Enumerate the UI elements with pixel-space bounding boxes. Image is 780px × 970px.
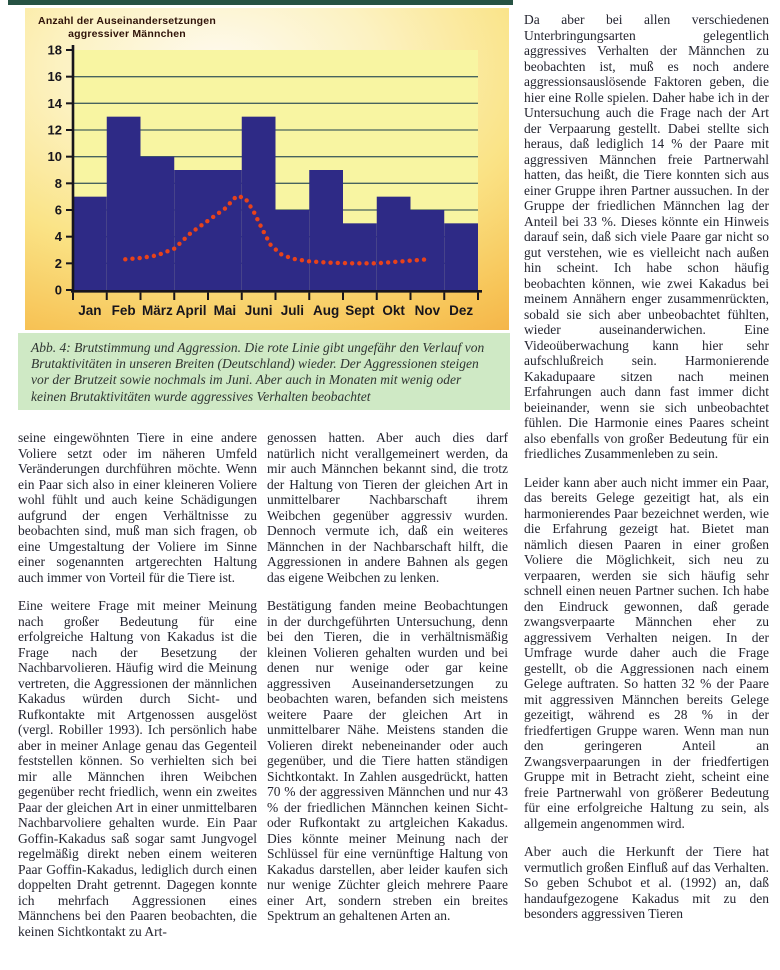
- line-dot: [123, 257, 127, 261]
- line-dot: [343, 261, 347, 265]
- line-dot: [279, 252, 283, 256]
- paragraph: seine eingewöhnten Tiere in eine andere Voliere setzt oder im näheren Umfeld Veränderungen durchführen möchte. Wenn ein Paar sich also in einer kleineren Voliere wohl fühlt und auch keine Schädigungen aufgrund der engen Verhältnisse zu beobachten sind, muß man sich fragen, ob eine Umgestaltung der Voliere im Sinne einer sogenannten artgerechten Haltung auch immer von Vorteil für die Tiere ist.: [18, 430, 257, 585]
- bar-März: [141, 157, 175, 290]
- y-tick-label: 14: [47, 95, 62, 111]
- paragraph: Bestätigung fanden meine Beobachtungen in der durchgeführten Untersuchung, denn bei den Tieren, die in verhältnismäßig kleinen Volieren gehalten wurden und bei denen nur wenige oder gar keine aggressiven Auseinandersetzungen zu beobachten waren, befanden sich meistens weitere Paare der gleichen Art in unmittelbarer Nähe. Meistens standen die Volieren direkt nebeneinander oder auch gegenüber, und die Tiere hatten ständigen Sichtkontakt. In Zahlen ausgedrückt, hatten 70 % der aggressiven Männchen und nur 43 % der friedlichen Männchen keinen Sicht- oder Rufkontakt zu artgleichen Kakadus. Dies könnte meiner Meinung nach der Schlüssel für eine vernünftige Haltung von Kakadus darstellen, aber leider kaufen sich nur wenige Züchter gleich mehrere Paare einer Art, sondern streben ein breites Spektrum an gehaltenen Arten an.: [267, 598, 508, 923]
- line-dot: [217, 211, 221, 215]
- x-tick-label: Jan: [78, 303, 102, 318]
- y-tick-label: 6: [54, 202, 62, 218]
- line-dot: [314, 260, 318, 264]
- x-tick-label: Okt: [382, 303, 405, 318]
- x-tick-label: März: [141, 303, 173, 318]
- line-dot: [350, 261, 354, 265]
- bar-Jan: [73, 197, 107, 290]
- bar-Feb: [107, 117, 141, 290]
- y-tick-label: 18: [47, 42, 62, 58]
- paragraph: Aber auch die Herkunft der Tiere hat vermutlich großen Einfluß auf das Verhalten. So geben Schubot et al. (1992) an, daß handaufgezogene Kakadus mit zu den besonders aggressiven Tieren: [524, 844, 769, 921]
- paragraph: Eine weitere Frage mit meiner Meinung nach großer Bedeutung für eine erfolgreiche Haltung von Kakadus ist die Frage nach der Besetzung der Nachbarvolieren. Häufig wird die Meinung vertreten, die Aggressionen der männlichen Kakadus würden durch Sicht- und Rufkontakte mit Artgenossen ausgelöst (vergl. Robiller 1993). Ich persönlich habe aber in meiner Anlage genau das Gegenteil feststellen können. So verhielten sich bei mir alle Männchen ihren Weibchen gegenüber recht friedlich, wenn ein zweites Paar der gleichen Art in einer unmittelbaren Nachbarvoliere gehalten wurde. Ein Paar Goffin-Kakadus saß sogar samt Jungvogel regelmäßig direkt neben einem weiteren Paar Goffin-Kakadus, lediglich durch einen doppelten Draht getrennt. Dagegen konnte ich mehrfach Aggressionen eines Männchens bei den Paaren beobachten, die keinen Sichtkontakt zu Art-: [18, 598, 257, 939]
- top-rule: [8, 0, 513, 5]
- x-tick-label: Juli: [280, 303, 305, 318]
- line-dot: [255, 217, 259, 221]
- line-dot: [274, 247, 278, 251]
- y-tick-label: 0: [54, 282, 62, 298]
- line-dot: [393, 260, 397, 264]
- y-tick-label: 10: [47, 149, 62, 165]
- line-dot: [258, 223, 262, 227]
- line-dot: [357, 261, 361, 265]
- x-tick-label: Mai: [213, 303, 237, 318]
- y-tick-label: 16: [47, 69, 62, 85]
- bar-Aug: [309, 170, 343, 290]
- x-tick-label: Juni: [244, 303, 273, 318]
- paragraph: Da aber bei allen verschiedenen Unterbringungsarten gelegentlich aggressives Verhalten der Männchen zu beobachten ist, muß es noch andere aggressionsauslösende Faktoren geben, die hier eine Rolle spielen. Daher habe ich in der Untersuchung auch die Frage nach der Art der Verpaarung gestellt. Dabei stellte sich heraus, daß lediglich 14 % der Paare mit aggressiven Männchen freie Partnerwahl hatten, das heißt, die Tiere konnten sich aus einer Gruppe ihren Partner aussuchen. In der Gruppe der friedlichen Männchen lag der Anteil bei 33 %. Dieses könnte ein Hinweis darauf sein, daß sich viele Paare gar nicht so gut verstehen, wie es vielleicht nach außen hin scheint. Ich habe schon häufig beobachten können, wie zwei Kakadus bei meinem Annähern enger zusammenrückten, sobald sie sich aber unbeobachtet fühlten, wieder auseinanderwichen. Eine Videoüberwachung kann hier sehr aufschlußreich sein. Harmonierende Kakadupaare sitzen nach meinen Erfahrungen auch dann fast immer dicht beieinander, wenn sie sich unbeobachtet fühlen. Die Harmonie eines Paares scheint also ebenfalls von großer Bedeutung für ein friedliches Zusammenleben zu sein.: [524, 12, 769, 461]
- x-tick-label: Nov: [414, 303, 441, 318]
- line-dot: [422, 257, 426, 261]
- line-dot: [205, 219, 209, 223]
- line-dot: [188, 232, 192, 236]
- line-dot: [130, 257, 134, 261]
- line-dot: [177, 242, 181, 246]
- line-dot: [336, 261, 340, 265]
- x-tick-label: Feb: [111, 303, 136, 318]
- figure-chart: [25, 8, 509, 330]
- line-dot: [165, 249, 169, 253]
- line-dot: [415, 258, 419, 262]
- line-dot: [379, 261, 383, 265]
- line-dot: [293, 257, 297, 261]
- line-dot: [152, 254, 156, 258]
- bar-Okt: [377, 197, 411, 290]
- line-dot: [364, 261, 368, 265]
- chart-title-line2: aggressiver Männchen: [68, 28, 186, 40]
- line-dot: [199, 223, 203, 227]
- line-dot: [252, 210, 256, 214]
- x-tick-label: April: [175, 303, 207, 318]
- x-tick-label: Aug: [313, 303, 340, 318]
- bar-Mai: [208, 170, 242, 290]
- line-dot: [228, 201, 232, 205]
- line-dot: [137, 256, 141, 260]
- line-dot: [300, 258, 304, 262]
- bar-Nov: [411, 210, 445, 290]
- line-dot: [244, 198, 248, 202]
- chart-svg: [25, 8, 509, 330]
- line-dot: [182, 237, 186, 241]
- paragraph: Leider kann aber auch nicht immer ein Paar, das bereits Gelege gezeitigt hat, als ein harmonierendes Paar bezeichnet werden, wie die Erfahrung gezeigt hat. Bietet man nämlich diesen Paaren in einer großen Voliere die Möglichkeit, sich neu zu verpaaren, werden sie sich häufig sehr schnell einen neuen Partner suchen. Ich habe den Eindruck gewonnen, daß gerade zwangsverpaarte Männchen eher zu aggressivem Verhalten neigen. In der Umfrage wurde daher auch die Frage gestellt, ob die Aggressionen nach einem Gelege auftraten. So hatten 32 % der Paare mit aggressiven Männchen bereits Gelege gezeitigt, während es 28 % in der friedfertigen Gruppe waren. Wenn man nun den geringeren Anteil an Zwangsverpaarungen in der friedfertigen Gruppe mit in Betracht zieht, scheint eine freie Partnerwahl von größerer Bedeutung für eine erfolgreiche Haltung zu sein, als allgemein angenommen wird.: [524, 474, 769, 831]
- line-dot: [328, 260, 332, 264]
- figure-caption-text: Abb. 4: Brutstimmung und Aggression. Die rote Linie gibt ungefähr den Verlauf von Brutaktivitäten in unseren Breiten (Deutschland) wieder. Der Aggressionen steigen vor der Brutzeit sowie nochmals im Juni. Aber auch in Monaten mit wenig oder keinen Brutaktivitäten wurde aggressives Verhalten beobachtet: [31, 340, 485, 404]
- y-tick-label: 12: [47, 122, 62, 138]
- line-dot: [407, 259, 411, 263]
- line-dot: [233, 196, 237, 200]
- figure-caption: [18, 333, 510, 410]
- bar-Juni: [242, 117, 276, 290]
- line-dot: [265, 236, 269, 240]
- line-dot: [223, 206, 227, 210]
- line-dot: [386, 260, 390, 264]
- line-dot: [172, 246, 176, 250]
- line-dot: [145, 255, 149, 259]
- bar-Dez: [444, 223, 478, 290]
- line-dot: [211, 215, 215, 219]
- x-tick-label: Sept: [345, 303, 375, 318]
- y-tick-label: 8: [54, 175, 62, 191]
- text-column-left: [18, 430, 257, 970]
- line-dot: [262, 230, 266, 234]
- line-dot: [248, 204, 252, 208]
- paragraph: genossen hatten. Aber auch dies darf natürlich nicht verallgemeinert werden, da mir auch Männchen bekannt sind, die trotz der Haltung von Tieren der gleichen Art in unmittelbarer Nachbarschaft ihrem Weibchen gegenüber aggressiv wurden. Dennoch vermute ich, daß ein weiteres Männchen in der Nachbarschaft hilft, die Aggressionen in andere Bahnen als gegen das eigene Weibchen zu lenken.: [267, 430, 508, 585]
- x-tick-label: Dez: [449, 303, 474, 318]
- line-dot: [321, 260, 325, 264]
- bar-April: [174, 170, 208, 290]
- line-dot: [286, 255, 290, 259]
- y-tick-label: 2: [54, 255, 62, 271]
- line-dot: [239, 195, 243, 199]
- text-column-middle: [267, 430, 508, 970]
- bar-Juli: [276, 210, 310, 290]
- line-dot: [159, 252, 163, 256]
- chart-title-line1: Anzahl der Auseinandersetzungen: [38, 15, 216, 27]
- bar-Sept: [343, 223, 377, 290]
- line-dot: [307, 259, 311, 263]
- chart-title: [37, 15, 217, 41]
- line-dot: [372, 261, 376, 265]
- line-dot: [268, 243, 272, 247]
- line-dot: [193, 227, 197, 231]
- line-dot: [400, 259, 404, 263]
- y-tick-label: 4: [54, 229, 62, 245]
- text-column-right: [524, 12, 769, 968]
